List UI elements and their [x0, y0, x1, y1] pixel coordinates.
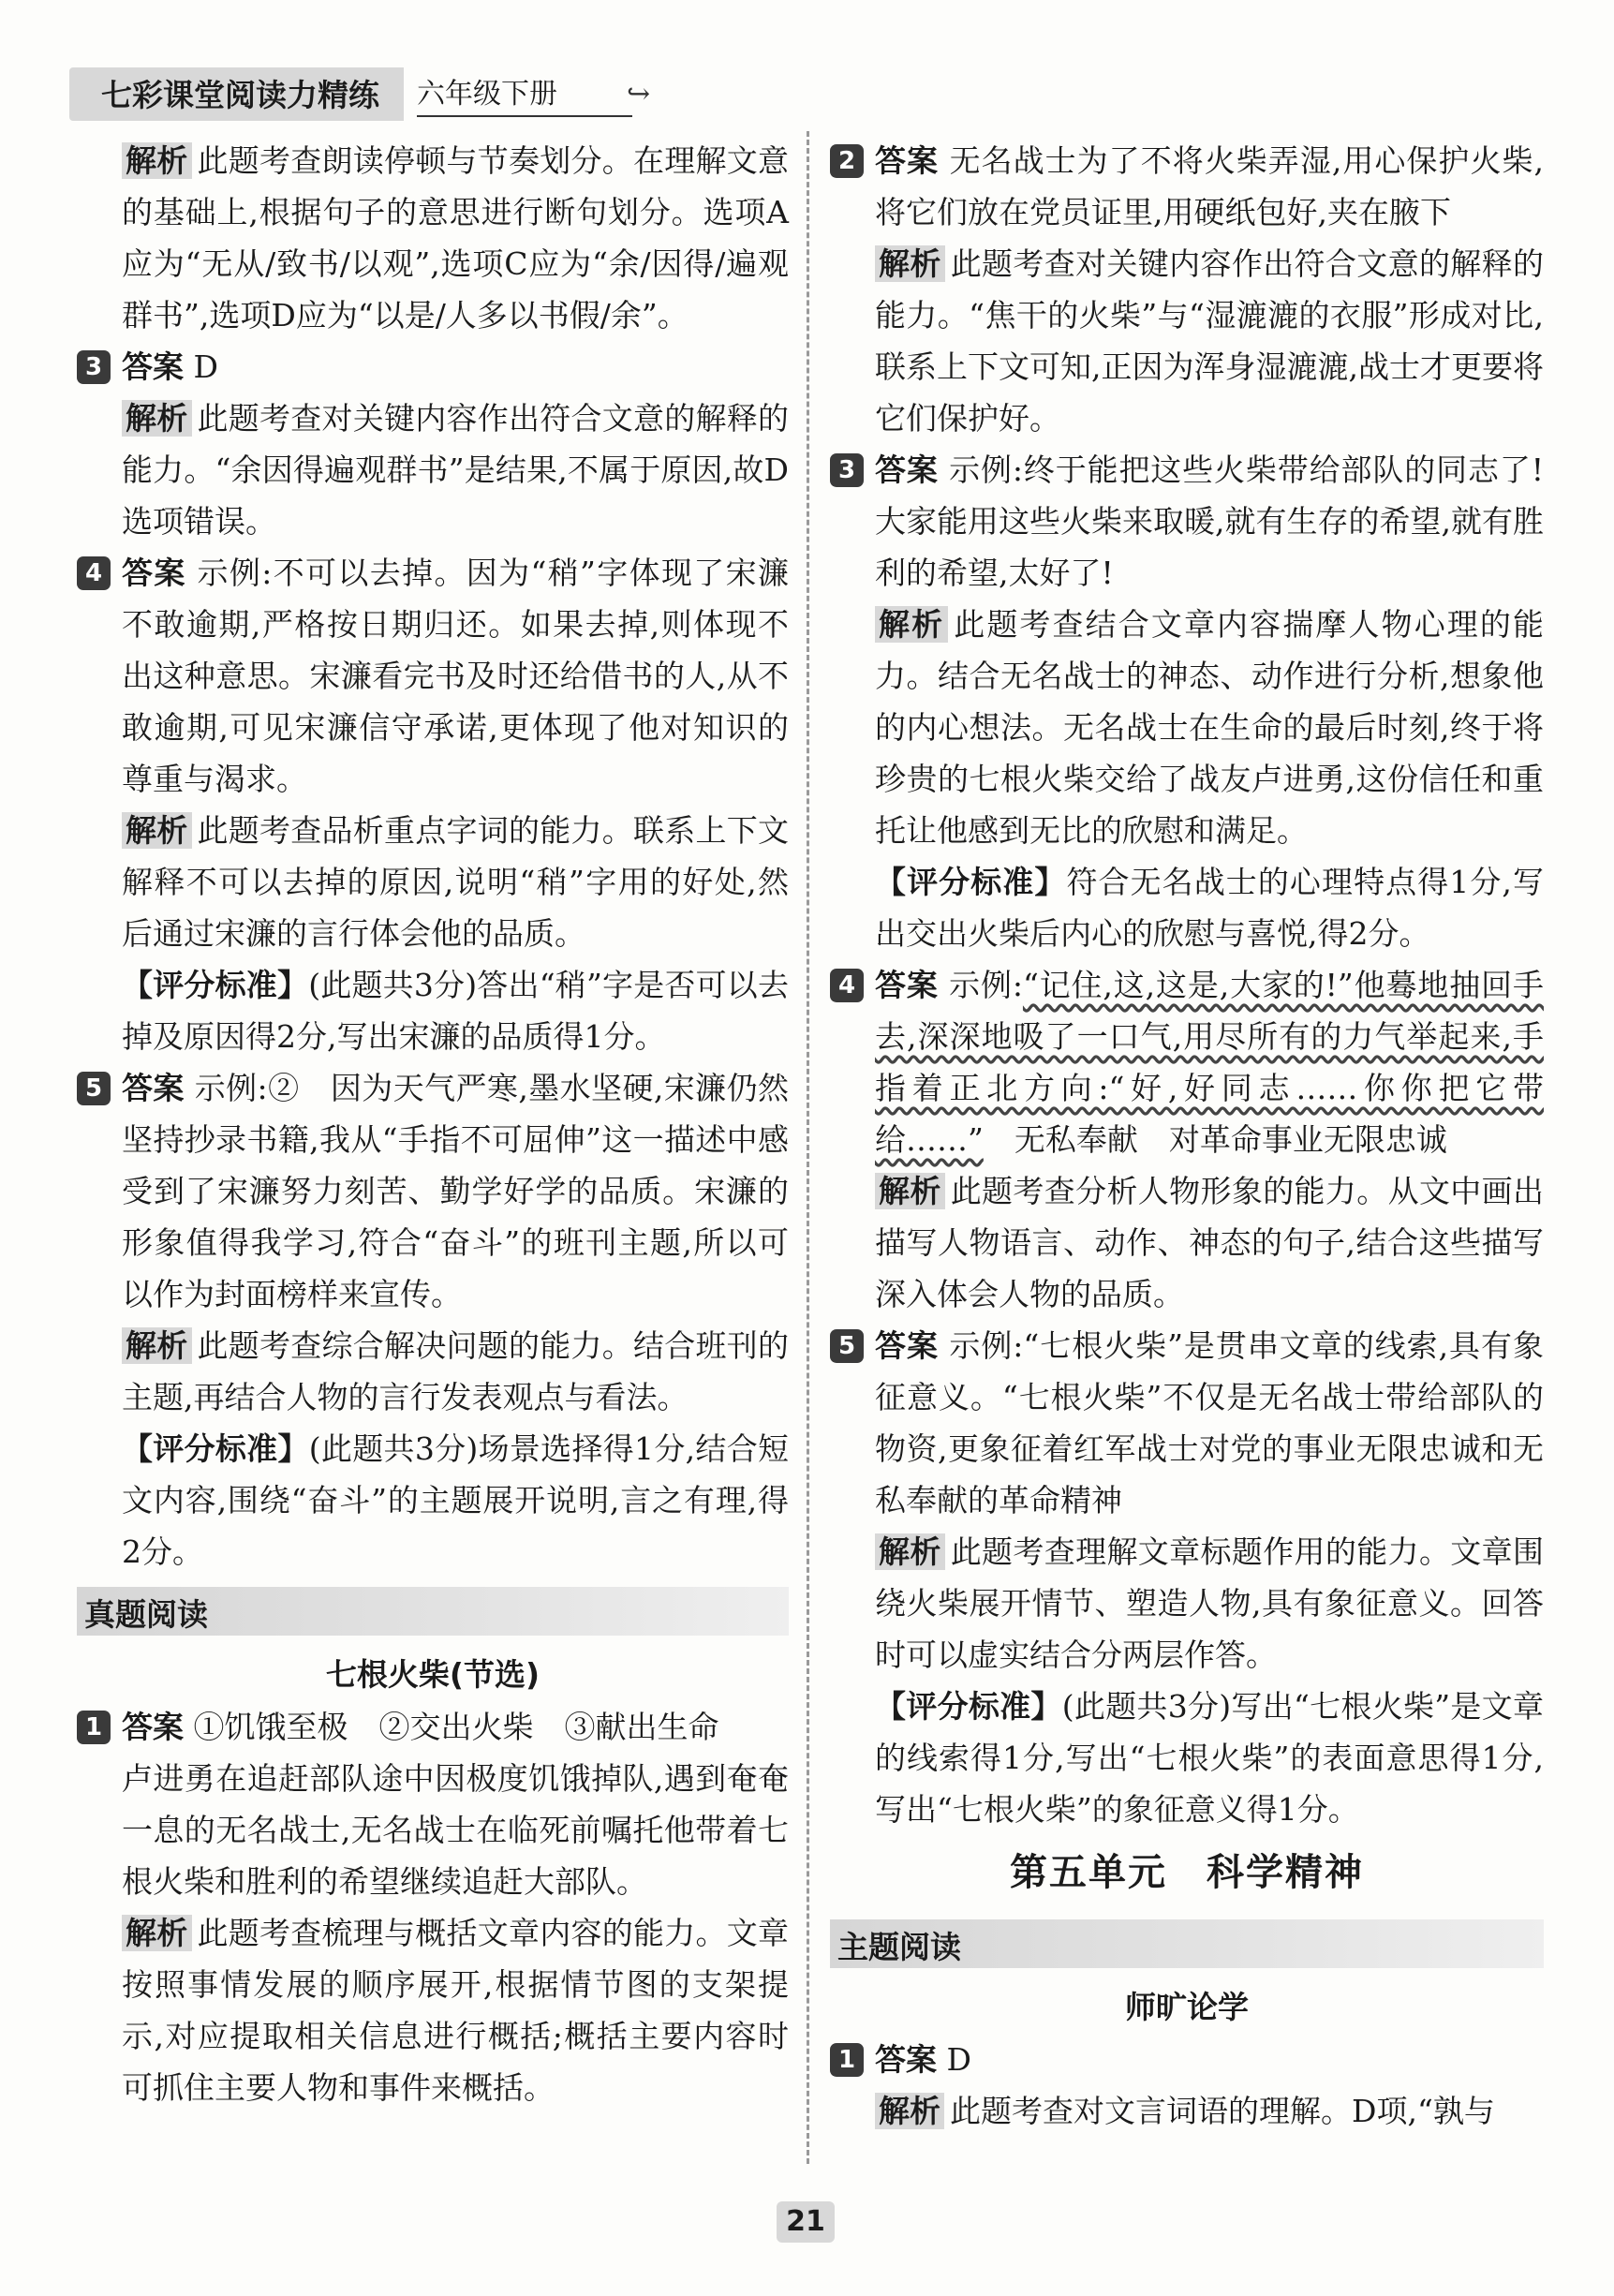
analysis-block: 解析 此题考查对关键内容作出符合文意的解释的能力。“余因得遍观群书”是结果,不属于原因,故D选项错误。	[122, 400, 789, 540]
swirl-icon: ↪	[627, 77, 651, 111]
answer-block: 5 答案 示例:“七根火柴”是贯串文章的线索,具有象征意义。“七根火柴”不仅是无名战士带给部队的物资,更象征着红军战士对党的事业无限忠诚和无私奉献的革命精神	[830, 1320, 1544, 1526]
answer-block: 3 答案 D	[77, 341, 789, 393]
analysis-block: 解析 此题考查结合文章内容揣摩人物心理的能力。结合无名战士的神态、动作进行分析,想象他的内心想法。无名战士在生命的最后时刻,终于将珍贵的七根火柴交给了战友卢进勇,这份信任和重托让他感到无比的欣慰和满足。	[875, 606, 1545, 849]
criteria-block: 【评分标准】(此题共3分)写出“七根火柴”是文章的线索得1分,写出“七根火柴”的表面意思得1分,写出“七根火柴”的象征意义得1分。	[875, 1688, 1544, 1828]
criteria-block: 【评分标准】符合无名战士的心理特点得1分,写出交出火柴后内心的欣慰与喜悦,得2分。	[875, 864, 1544, 952]
answer-block: 4 答案 示例:“记住,这,这是,大家的!”他蓦地抽回手去,深深地吸了一口气,用尽所有的力气举起来,手指着正北方向:“好,好同志……你你把它带给……” 无私奉献 对革命事业无限忠诚	[830, 959, 1544, 1165]
analysis-block: 解析 此题考查品析重点字词的能力。联系上下文解释不可以去掉的原因,说明“稍”字用的好处,然后通过宋濂的言行体会他的品质。	[122, 812, 789, 952]
question-number: 1	[830, 2043, 864, 2077]
question-number: 3	[830, 453, 864, 487]
article-title: 七根火柴(节选)	[325, 1656, 540, 1693]
analysis-block: 解析 此题考查朗读停顿与节奏划分。在理解文意的基础上,根据句子的意思进行断句划分。选项A应为“无从/致书/以观”,选项C应为“余/因得/遍观群书”,选项D应为“以是/人多以书假/余”。	[122, 142, 789, 333]
question-number: 4	[77, 556, 111, 590]
criteria-block: 【评分标准】(此题共3分)场景选择得1分,结合短文内容,围绕“奋斗”的主题展开说明,言之有理,得2分。	[122, 1430, 789, 1570]
analysis-block: 解析 此题考查综合解决问题的能力。结合班刊的主题,再结合人物的言行发表观点与看法。	[122, 1327, 789, 1415]
question-number: 2	[830, 144, 864, 178]
right-column	[830, 135, 1544, 2137]
underlined-quote: “记住,这,这是,大家的!”他蓦地抽回手去,深深地吸了一口气,用尽所有的力气举起来,手指着正北方向:“好,好同志……你你把它带给……”	[875, 967, 1544, 1158]
section-banner: 主题阅读	[830, 1919, 1544, 1968]
analysis-block: 解析 此题考查对文言词语的理解。D项,“孰与	[830, 2085, 1544, 2137]
analysis-block: 解析 此题考查理解文章标题作用的能力。文章围绕火柴展开情节、塑造人物,具有象征意义。回答时可以虚实结合分两层作答。	[875, 1533, 1545, 1673]
question-number: 5	[77, 1072, 111, 1105]
analysis-block: 解析 此题考查分析人物形象的能力。从文中画出描写人物语言、动作、神态的句子,结合这些描写深入体会人物的品质。	[875, 1173, 1545, 1312]
grade-label: 六年级下册	[417, 70, 632, 117]
answer-text: 卢进勇在追赶部队途中因极度饥饿掉队,遇到奄奄一息的无名战士,无名战士在临死前嘱托他带着七根火柴和胜利的希望继续追赶大部队。	[122, 1760, 789, 1900]
analysis-block: 解析 此题考查梳理与概括文章内容的能力。文章按照事情发展的顺序展开,根据情节图的支架提示,对应提取相关信息进行概括;概括主要内容时可抓住主要人物和事件来概括。	[122, 1915, 789, 2106]
question-number: 5	[830, 1329, 864, 1363]
answer-block: 1 答案 D	[830, 2034, 1544, 2085]
answer-block: 2 答案 无名战士为了不将火柴弄湿,用心保护火柴,将它们放在党员证里,用硬纸包好,夹在腋下	[830, 135, 1544, 238]
answer-block: 1 答案 ①饥饿至极 ②交出火柴 ③献出生命	[77, 1701, 789, 1753]
page-number: 21	[777, 2201, 835, 2243]
analysis-block: 解析 此题考查对关键内容作出符合文意的解释的能力。“焦干的火柴”与“湿漉漉的衣服”形成对比,联系上下文可知,正因为浑身湿漉漉,战士才更要将它们保护好。	[875, 245, 1545, 437]
criteria-block: 【评分标准】(此题共3分)答出“稍”字是否可以去掉及原因得2分,写出宋濂的品质得1分。	[122, 967, 789, 1055]
unit-title: 第五单元 科学精神	[1010, 1851, 1364, 1894]
article-title: 师旷论学	[1125, 1989, 1249, 2025]
answer-block: 5 答案 示例:② 因为天气严寒,墨水坚硬,宋濂仍然坚持抄录书籍,我从“手指不可屈伸”这一描述中感受到了宋濂努力刻苦、勤学好学的品质。宋濂的形象值得我学习,符合“奋斗”的班刊主题,所以可以作为封面榜样来宣传。	[77, 1062, 789, 1320]
column-divider	[807, 131, 809, 2164]
left-column	[77, 135, 789, 2113]
question-number: 1	[77, 1711, 111, 1744]
question-number: 4	[830, 969, 864, 1002]
answer-block: 4 答案 示例:不可以去掉。因为“稍”字体现了宋濂不敢逾期,严格按日期归还。如果去掉,则体现不出这种意思。宋濂看完书及时还给借书的人,从不敢逾期,可见宋濂信守承诺,更体现了他对知识的尊重与渴求。	[77, 547, 789, 805]
series-title: 七彩课堂阅读力精练	[69, 67, 404, 121]
section-banner: 真题阅读	[77, 1587, 789, 1636]
question-number: 3	[77, 350, 111, 384]
page-header	[69, 66, 650, 122]
answer-block: 3 答案 示例:终于能把这些火柴带给部队的同志了!大家能用这些火柴来取暖,就有生存的希望,就有胜利的希望,太好了!	[830, 444, 1544, 599]
